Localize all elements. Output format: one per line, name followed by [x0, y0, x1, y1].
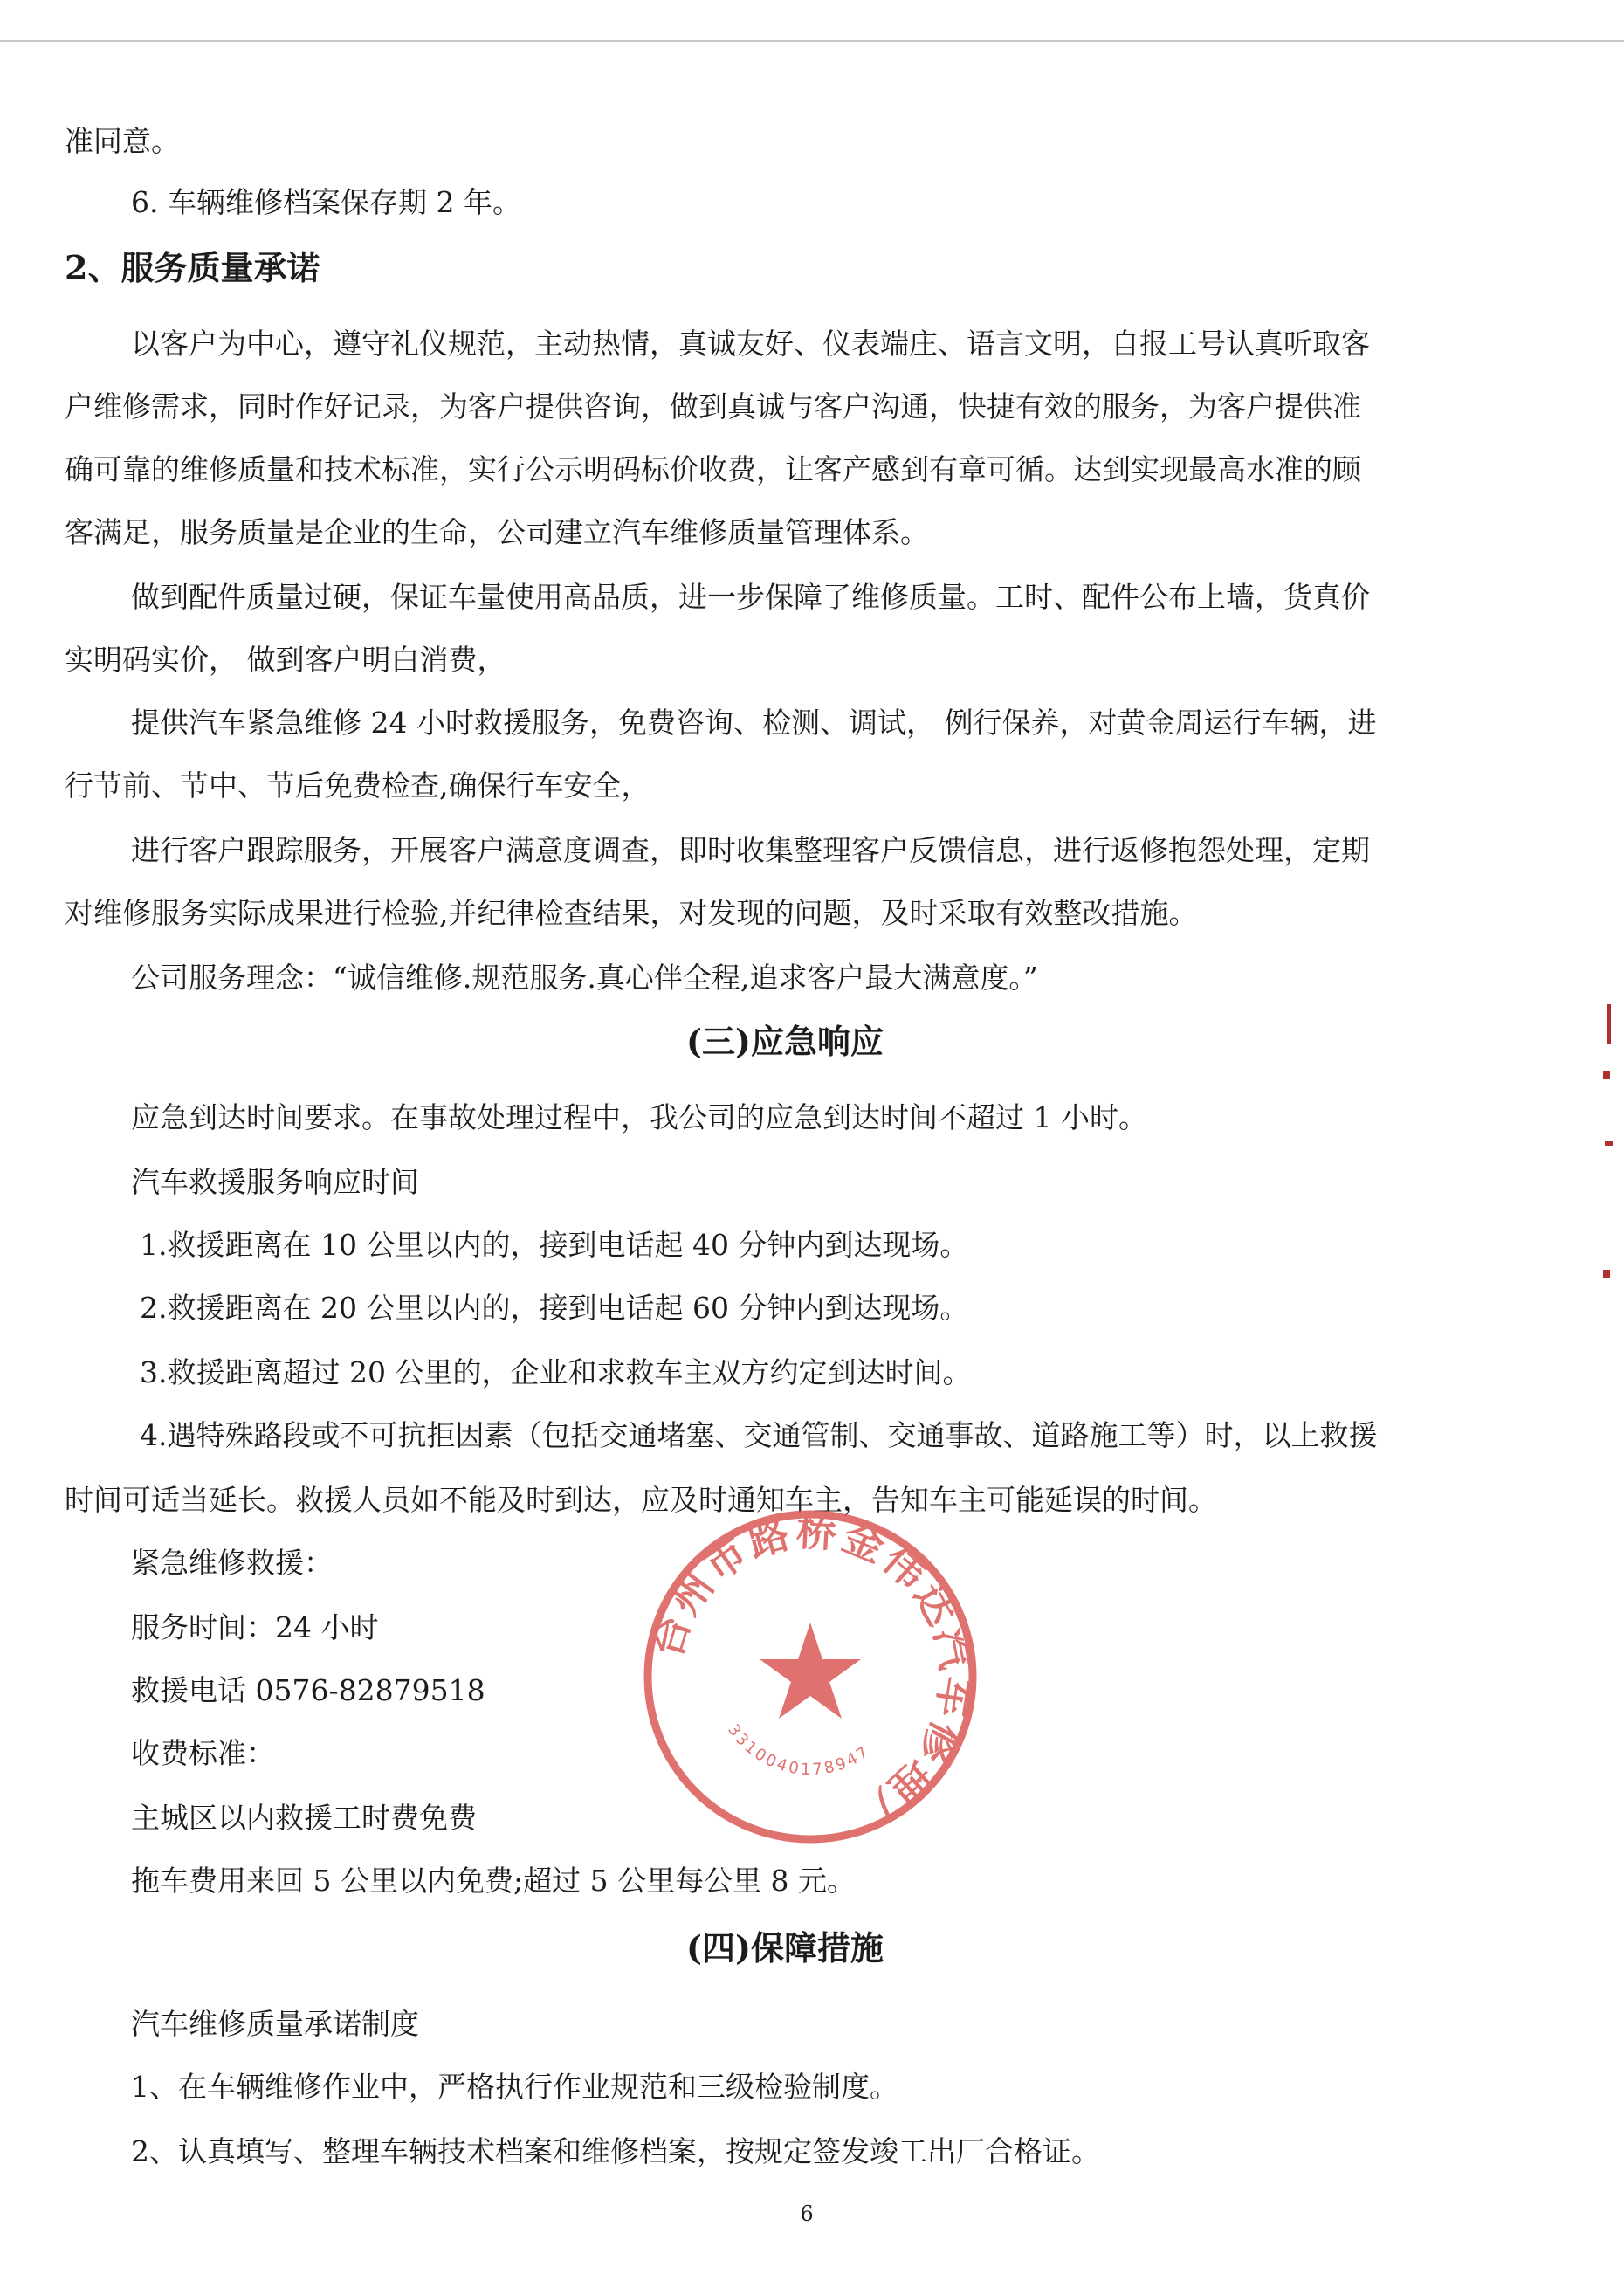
page-number: 6 — [800, 2202, 814, 2226]
scan-edge-mark — [1603, 1071, 1610, 1079]
text-line: 汽车救援服务响应时间 — [131, 1165, 419, 1199]
text-line: 拖车费用来回 5 公里以内免费;超过 5 公里每公里 8 元。 — [131, 1864, 857, 1898]
text-line: 收费标准： — [131, 1736, 275, 1770]
text-line: 时间可适当延长。救援人员如不能及时到达，应及时通知车主，告知车主可能延误的时间。 — [65, 1483, 1217, 1517]
seal-text: 台州市路桥金伟达汽车修理厂 — [642, 1506, 981, 1840]
text-line: 救援电话 0576-82879518 — [131, 1673, 485, 1707]
section-heading-service-quality: 2、服务质量承诺 — [65, 248, 320, 287]
text-line: 紧急维修救援： — [131, 1546, 333, 1580]
text-line: 客满足，服务质量是企业的生命，公司建立汽车维修质量管理体系。 — [65, 515, 929, 549]
scan-edge-mark — [1605, 1141, 1613, 1146]
text-line: 确可靠的维修质量和技术标准，实行公示明码标价收费，让客产感到有章可循。达到实现最高水准的顾 — [65, 452, 1361, 486]
text-line: 应急到达时间要求。在事故处理过程中，我公司的应急到达时间不超过 1 小时。 — [131, 1100, 1147, 1134]
text-line: 准同意。 — [65, 124, 180, 158]
seal-code: 3310040178947 — [724, 1720, 874, 1780]
text-line: 进行客户跟踪服务，开展客户满意度调查，即时收集整理客户反馈信息，进行返修抱怨处理，定期 — [131, 833, 1370, 867]
svg-text:3310040178947 — [724, 1721, 874, 1779]
scan-edge-mark — [1607, 1004, 1611, 1044]
text-line: 3.救援距离超过 20 公里的，企业和求救车主双方约定到达时间。 — [140, 1355, 972, 1389]
text-line: 汽车维修质量承诺制度 — [131, 2007, 419, 2041]
section-heading-emergency-response: (三)应急响应 — [686, 1022, 884, 1061]
top-rule — [0, 40, 1624, 42]
seal-star-icon — [760, 1623, 861, 1719]
text-line: 公司服务理念：“诚信维修.规范服务.真心伴全程,追求客户最大满意度。” — [131, 961, 1038, 995]
text-line: 实明码实价， 做到客户明白消费， — [65, 643, 506, 677]
text-line: 以客户为中心，遵守礼仪规范，主动热情，真诚友好、仪表端庄、语言文明，自报工号认真听取客 — [131, 327, 1370, 361]
text-line: 2.救援距离在 20 公里以内的，接到电话起 60 分钟内到达现场。 — [140, 1291, 969, 1325]
text-line: 对维修服务实际成果进行检验,并纪律检查结果，对发现的问题，及时采取有效整改措施。 — [65, 896, 1198, 930]
text-line: 户维修需求，同时作好记录，为客户提供咨询，做到真诚与客户沟通，快捷有效的服务，为客户提供准 — [65, 389, 1361, 424]
text-line: 行节前、节中、节后免费检查,确保行车安全， — [65, 768, 650, 803]
text-line: 1、在车辆维修作业中，严格执行作业规范和三级检验制度。 — [131, 2070, 898, 2104]
text-line: 主城区以内救援工时费免费 — [131, 1801, 477, 1835]
company-seal — [636, 1502, 985, 1851]
text-line: 做到配件质量过硬，保证车量使用高品质，进一步保障了维修质量。工时、配件公布上墙，货真价 — [131, 580, 1370, 614]
text-line: 4.遇特殊路段或不可抗拒因素（包括交通堵塞、交通管制、交通事故、道路施工等）时，以上救援 — [140, 1418, 1378, 1452]
text-line: 2、认真填写、整理车辆技术档案和维修档案，按规定签发竣工出厂合格证。 — [131, 2134, 1100, 2168]
text-line: 提供汽车紧急维修 24 小时救援服务，免费咨询、检测、调试， 例行保养，对黄金周运行车辆，进 — [131, 706, 1377, 740]
scan-edge-mark — [1603, 1270, 1610, 1278]
section-heading-safeguards: (四)保障措施 — [686, 1928, 884, 1968]
text-line: 6. 车辆维修档案保存期 2 年。 — [131, 185, 521, 219]
text-line: 服务时间：24 小时 — [131, 1610, 379, 1644]
text-line: 1.救援距离在 10 公里以内的，接到电话起 40 分钟内到达现场。 — [140, 1228, 969, 1262]
